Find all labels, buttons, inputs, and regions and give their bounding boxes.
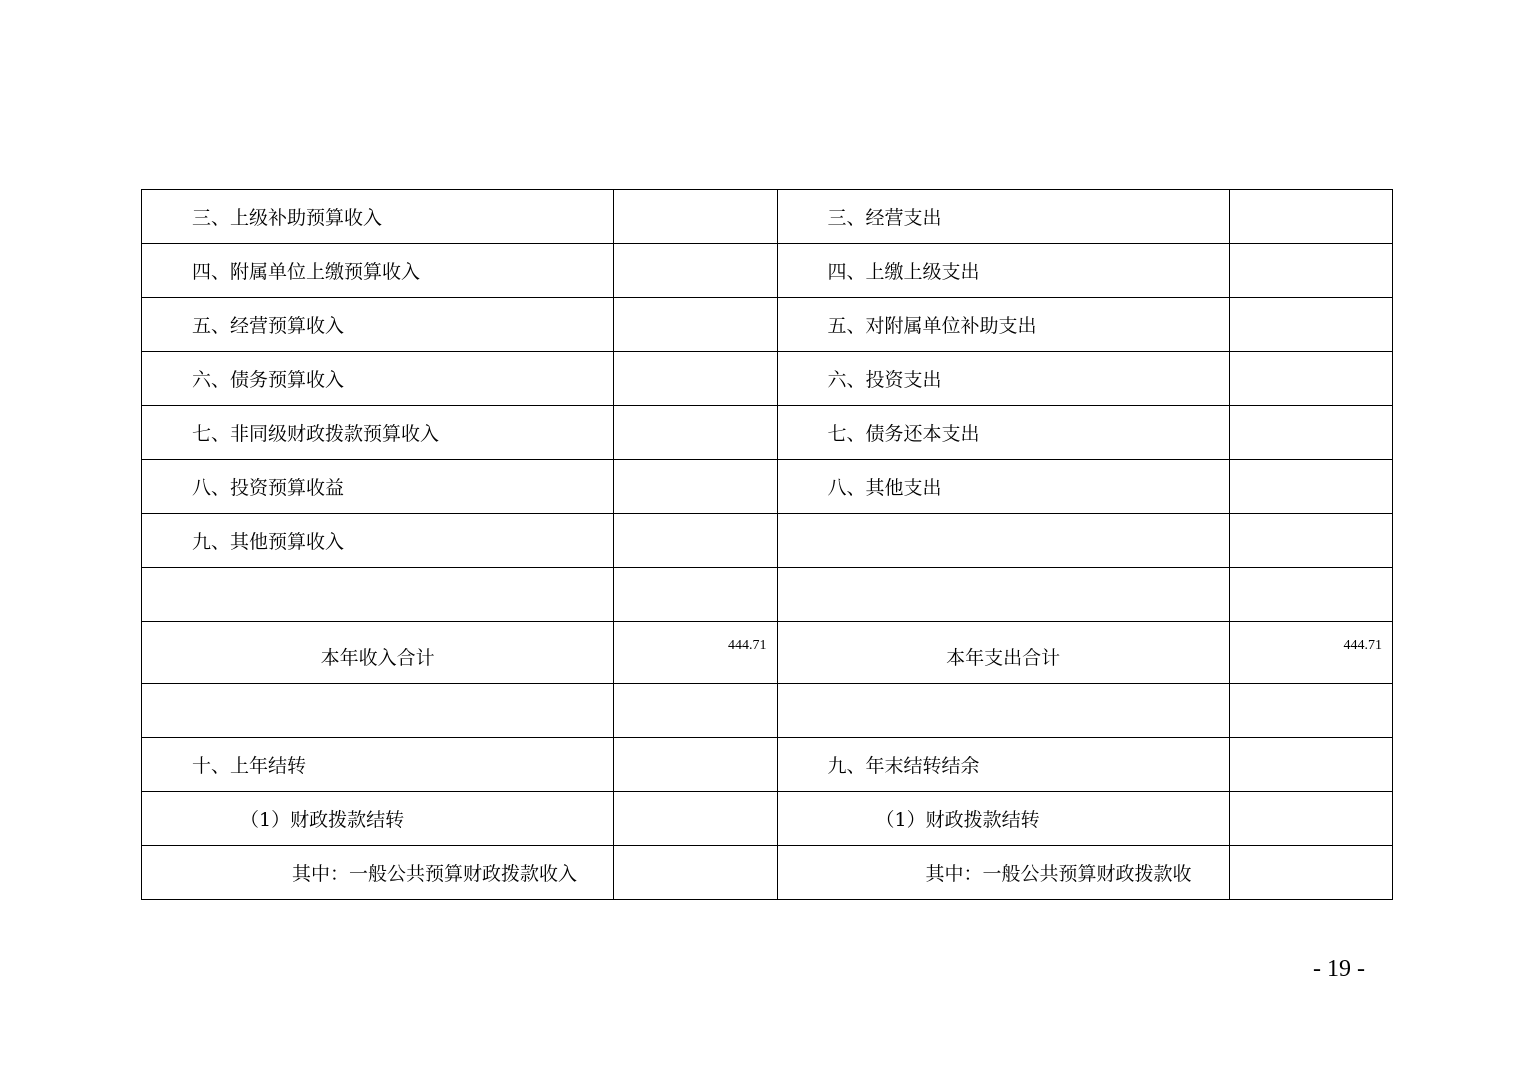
expense-amount bbox=[1229, 298, 1392, 352]
expense-label bbox=[777, 514, 1229, 568]
table-row bbox=[142, 352, 1393, 406]
table-row bbox=[142, 792, 1393, 846]
expense-amount bbox=[1229, 738, 1392, 792]
income-total-amount bbox=[614, 622, 777, 684]
income-amount bbox=[614, 460, 777, 514]
table-row bbox=[142, 738, 1393, 792]
income-total-value: 444.71 bbox=[728, 638, 767, 653]
table-row bbox=[142, 190, 1393, 244]
expense-amount bbox=[1229, 190, 1392, 244]
table-row bbox=[142, 514, 1393, 568]
expense-label: 三、经营支出 bbox=[777, 190, 1229, 244]
expense-label: 八、其他支出 bbox=[777, 460, 1229, 514]
income-label: 五、经营预算收入 bbox=[142, 298, 614, 352]
expense-amount bbox=[1229, 244, 1392, 298]
income-label: 六、债务预算收入 bbox=[142, 352, 614, 406]
expense-amount bbox=[1229, 568, 1392, 622]
table-row bbox=[142, 298, 1393, 352]
income-label bbox=[142, 568, 614, 622]
income-label: 十、上年结转 bbox=[142, 738, 614, 792]
table-row bbox=[142, 684, 1393, 738]
income-amount bbox=[614, 846, 777, 900]
income-label: （1）财政拨款结转 bbox=[142, 792, 614, 846]
income-amount bbox=[614, 568, 777, 622]
income-total-label: 本年收入合计 bbox=[142, 622, 614, 684]
income-amount bbox=[614, 298, 777, 352]
income-amount bbox=[614, 792, 777, 846]
income-amount bbox=[614, 352, 777, 406]
income-label: 三、上级补助预算收入 bbox=[142, 190, 614, 244]
expense-total-value: 444.71 bbox=[1343, 638, 1382, 653]
expense-label bbox=[777, 568, 1229, 622]
income-amount bbox=[614, 406, 777, 460]
expense-label: 其中：一般公共预算财政拨款收 bbox=[777, 846, 1229, 900]
table-row bbox=[142, 568, 1393, 622]
expense-label: 七、债务还本支出 bbox=[777, 406, 1229, 460]
expense-amount bbox=[1229, 514, 1392, 568]
expense-label: 九、年末结转结余 bbox=[777, 738, 1229, 792]
income-label: 七、非同级财政拨款预算收入 bbox=[142, 406, 614, 460]
expense-label: （1）财政拨款结转 bbox=[777, 792, 1229, 846]
expense-amount bbox=[1229, 460, 1392, 514]
expense-amount bbox=[1229, 352, 1392, 406]
income-amount bbox=[614, 244, 777, 298]
income-label: 八、投资预算收益 bbox=[142, 460, 614, 514]
table-row bbox=[142, 244, 1393, 298]
table-row bbox=[142, 406, 1393, 460]
expense-label: 六、投资支出 bbox=[777, 352, 1229, 406]
expense-total-amount bbox=[1229, 622, 1392, 684]
income-label: 九、其他预算收入 bbox=[142, 514, 614, 568]
expense-label bbox=[777, 684, 1229, 738]
table-row bbox=[142, 460, 1393, 514]
expense-amount bbox=[1229, 406, 1392, 460]
expense-amount bbox=[1229, 792, 1392, 846]
expense-amount bbox=[1229, 684, 1392, 738]
totals-row bbox=[142, 622, 1393, 684]
income-amount bbox=[614, 190, 777, 244]
income-amount bbox=[614, 738, 777, 792]
expense-amount bbox=[1229, 846, 1392, 900]
income-label: 四、附属单位上缴预算收入 bbox=[142, 244, 614, 298]
expense-label: 四、上缴上级支出 bbox=[777, 244, 1229, 298]
income-amount bbox=[614, 684, 777, 738]
expense-label: 五、对附属单位补助支出 bbox=[777, 298, 1229, 352]
income-amount bbox=[614, 514, 777, 568]
income-label bbox=[142, 684, 614, 738]
budget-table bbox=[141, 189, 1393, 900]
income-label: 其中：一般公共预算财政拨款收入 bbox=[142, 846, 614, 900]
table-row bbox=[142, 846, 1393, 900]
page-number: - 19 - bbox=[1313, 956, 1365, 982]
expense-total-label: 本年支出合计 bbox=[777, 622, 1229, 684]
